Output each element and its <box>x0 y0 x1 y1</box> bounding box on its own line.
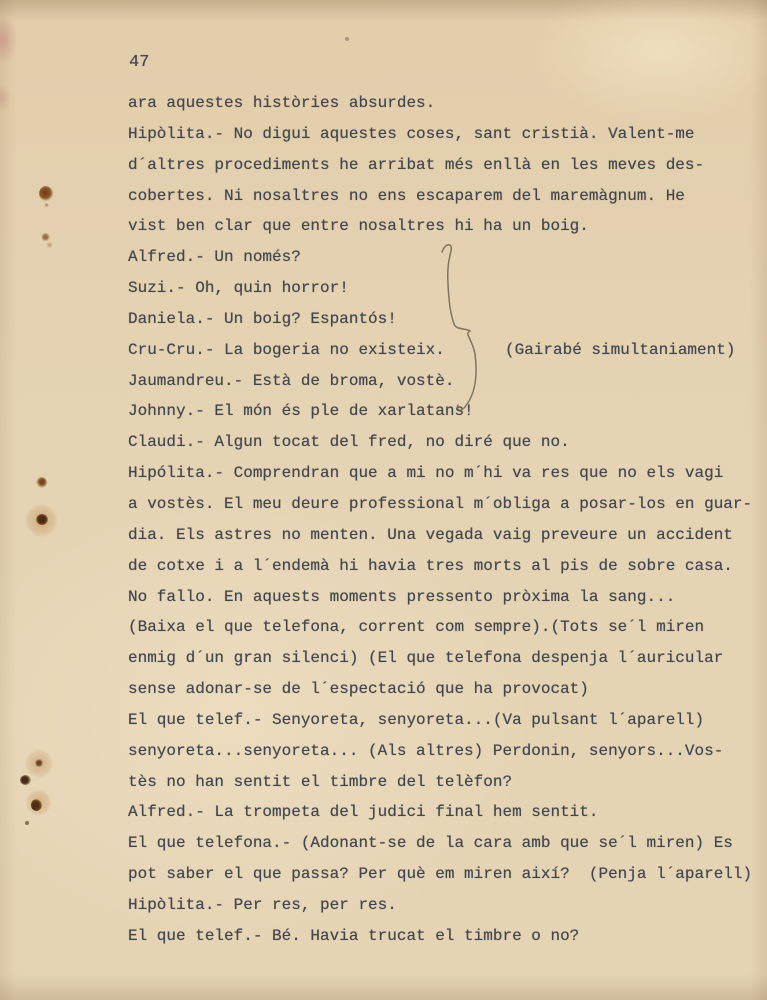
script-line: Alfred.- La trompeta del judici final hem sentit. <box>128 803 599 822</box>
script-line: Johnny.- El món és ple de xarlatans! <box>128 402 474 421</box>
script-line: No fallo. En aquests moments pressento pròxima la sang... <box>128 587 676 606</box>
paper-stain <box>36 477 47 488</box>
script-line: enmig d´un gran silenci) (El que telefona despenja l´auricular <box>128 649 724 668</box>
script-line: pot saber el que passa? Per què em miren així? (Penja l´aparell) <box>128 865 753 884</box>
script-line: Hipólita.- Comprendran que a mi no m´hi va res que no els vagi <box>128 464 724 483</box>
script-line: Alfred.- Un només? <box>128 248 301 267</box>
script-line: d´altres procediments he arribat més enllà en les meves des- <box>128 155 705 174</box>
paper-stain <box>36 514 48 525</box>
script-line: senyoreta...senyoreta... (Als altres) Perdonin, senyors...Vos- <box>128 741 724 760</box>
script-line: Cru-Cru.- La bogeria no existeix. <box>128 340 445 359</box>
script-line: dia. Els astres no menten. Una vegada vaig preveure un accident <box>128 525 733 544</box>
paper-stain <box>46 242 53 248</box>
script-line: ara aquestes històries absurdes. <box>128 94 436 112</box>
paper-stain <box>25 821 29 825</box>
paper-stain <box>20 775 31 785</box>
paper-stain <box>25 504 58 537</box>
paper-stain <box>25 749 53 778</box>
paper-stain <box>31 799 42 811</box>
paper-stain <box>44 203 49 207</box>
script-line: (Baixa el que telefona, corrent com sempre).(Tots se´l miren <box>128 618 705 637</box>
script-text-block <box>128 88 764 952</box>
script-line: de cotxe i a l´endemà hi havia tres morts al pis de sobre casa. <box>128 556 733 575</box>
paper-stain <box>35 759 43 767</box>
paper-stain <box>345 37 349 41</box>
page-number: 47 <box>129 53 150 72</box>
script-line: sense adonar-se de l´espectació que ha provocat) <box>128 680 589 699</box>
script-line: a vostès. El meu deure professional m´obliga a posar-los en guar- <box>128 494 753 513</box>
paper-stain <box>41 233 50 241</box>
paper-stain <box>26 789 51 816</box>
script-line: El que telef.- Bé. Havia trucat el timbre o no? <box>128 926 580 945</box>
script-line: Hipòlita.- No digui aquestes coses, sant cristià. Valent-me <box>128 124 695 143</box>
script-line: vist ben clar que entre nosaltres hi ha un boig. <box>128 217 589 236</box>
handwritten-brace-icon <box>420 240 485 420</box>
script-line: Daniela.- Un boig? Espantós! <box>128 309 397 328</box>
script-line: Claudi.- Algun tocat del fred, no diré que no. <box>128 433 570 452</box>
script-line: El que telef.- Senyoreta, senyoreta...(Va pulsant l´aparell) <box>128 710 705 729</box>
script-line: Hipòlita.- Per res, per res. <box>128 895 397 914</box>
script-line: tès no han sentit el timbre del telèfon? <box>128 772 513 791</box>
simultaneity-note: (Gairabé simultaniament) <box>505 341 736 359</box>
paper-stain <box>39 186 53 201</box>
script-line: Jaumandreu.- Està de broma, vostè. <box>128 371 455 390</box>
script-line: Suzi.- Oh, quin horror! <box>128 279 349 298</box>
script-line: El que telefona.- (Adonant-se de la cara amb que se´l miren) Es <box>128 834 733 853</box>
script-line: cobertes. Ni nosaltres no ens escaparem del maremàgnum. He <box>128 186 685 205</box>
